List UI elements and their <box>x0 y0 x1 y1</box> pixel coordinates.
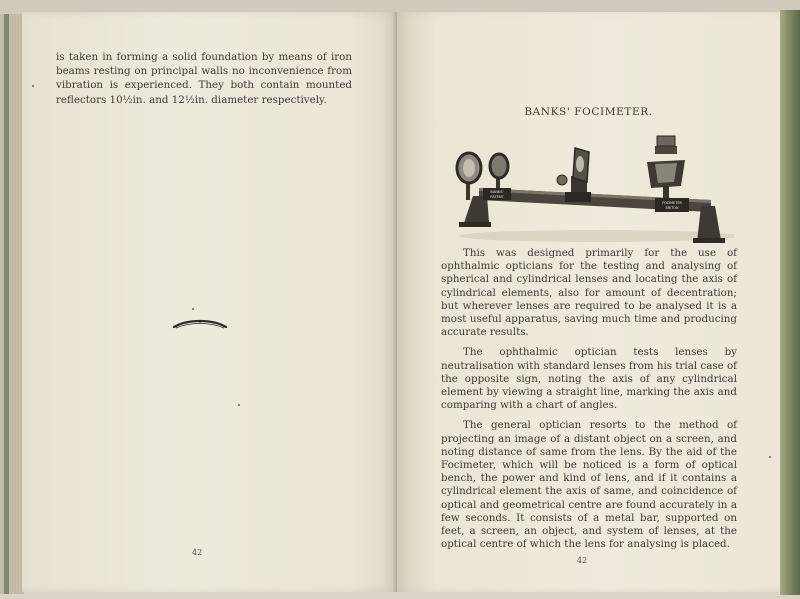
book-cover-edge <box>780 10 800 595</box>
right-page-number: 42 <box>577 556 588 565</box>
page-stack-edge <box>0 14 24 594</box>
section-heading: BANKS' FOCIMETER. <box>524 106 653 118</box>
focimeter-illustration <box>449 126 734 248</box>
svg-text:BRITON: BRITON <box>665 206 679 210</box>
body-paragraph: This was designed primarily for the use of ophthalmic opticians for the testing and analysing of spherical and cylindrical lenses and locating the axis of cylindrical elements, also for amount of decentration; but wherever lenses are required to be analysed it is a most useful apparatus, saving much time and producing accurate results. <box>441 247 737 339</box>
ornament-swash-icon <box>170 317 230 331</box>
right-page <box>397 12 780 592</box>
svg-text:PATENT: PATENT <box>490 195 504 199</box>
left-page-paragraph: is taken in forming a solid foundation by means of iron beams resting on principal walls no inconvenience from vibration is experienced. They both contain mounted reflectors 10½in. and 12½in. diameter respectively. <box>56 51 352 106</box>
paper-speck <box>32 85 34 87</box>
svg-text:FOCIMETER: FOCIMETER <box>662 201 682 205</box>
paper-speck <box>192 308 194 310</box>
body-paragraph: The ophthalmic optician tests lenses by neutralisation with standard lenses from his trial case of the opposite sign, noting the axis of any cylindrical element by viewing a straight line, marking the axis and comparing with a chart of angles. <box>441 346 737 412</box>
left-page <box>22 12 397 592</box>
left-page-number: 42 <box>192 548 203 557</box>
right-page-body <box>441 247 737 558</box>
paper-speck <box>238 404 240 406</box>
svg-text:BANKS': BANKS' <box>490 190 504 194</box>
paper-speck <box>769 456 771 458</box>
body-paragraph: The general optician resorts to the method of projecting an image of a distant object on a screen, and noting distance of same from the lens. By the aid of the Focimeter, which will be noticed is a form of optical bench, the power and kind of lens, and if it contains a cylindrical element the axis of same, and coincidence of optical and geometrical centre are found accurately in a few seconds. It consists of a metal bar, supported on feet, a screen, an object, and system of lenses, at the optical centre of which the lens for analysing is placed. <box>441 419 737 551</box>
